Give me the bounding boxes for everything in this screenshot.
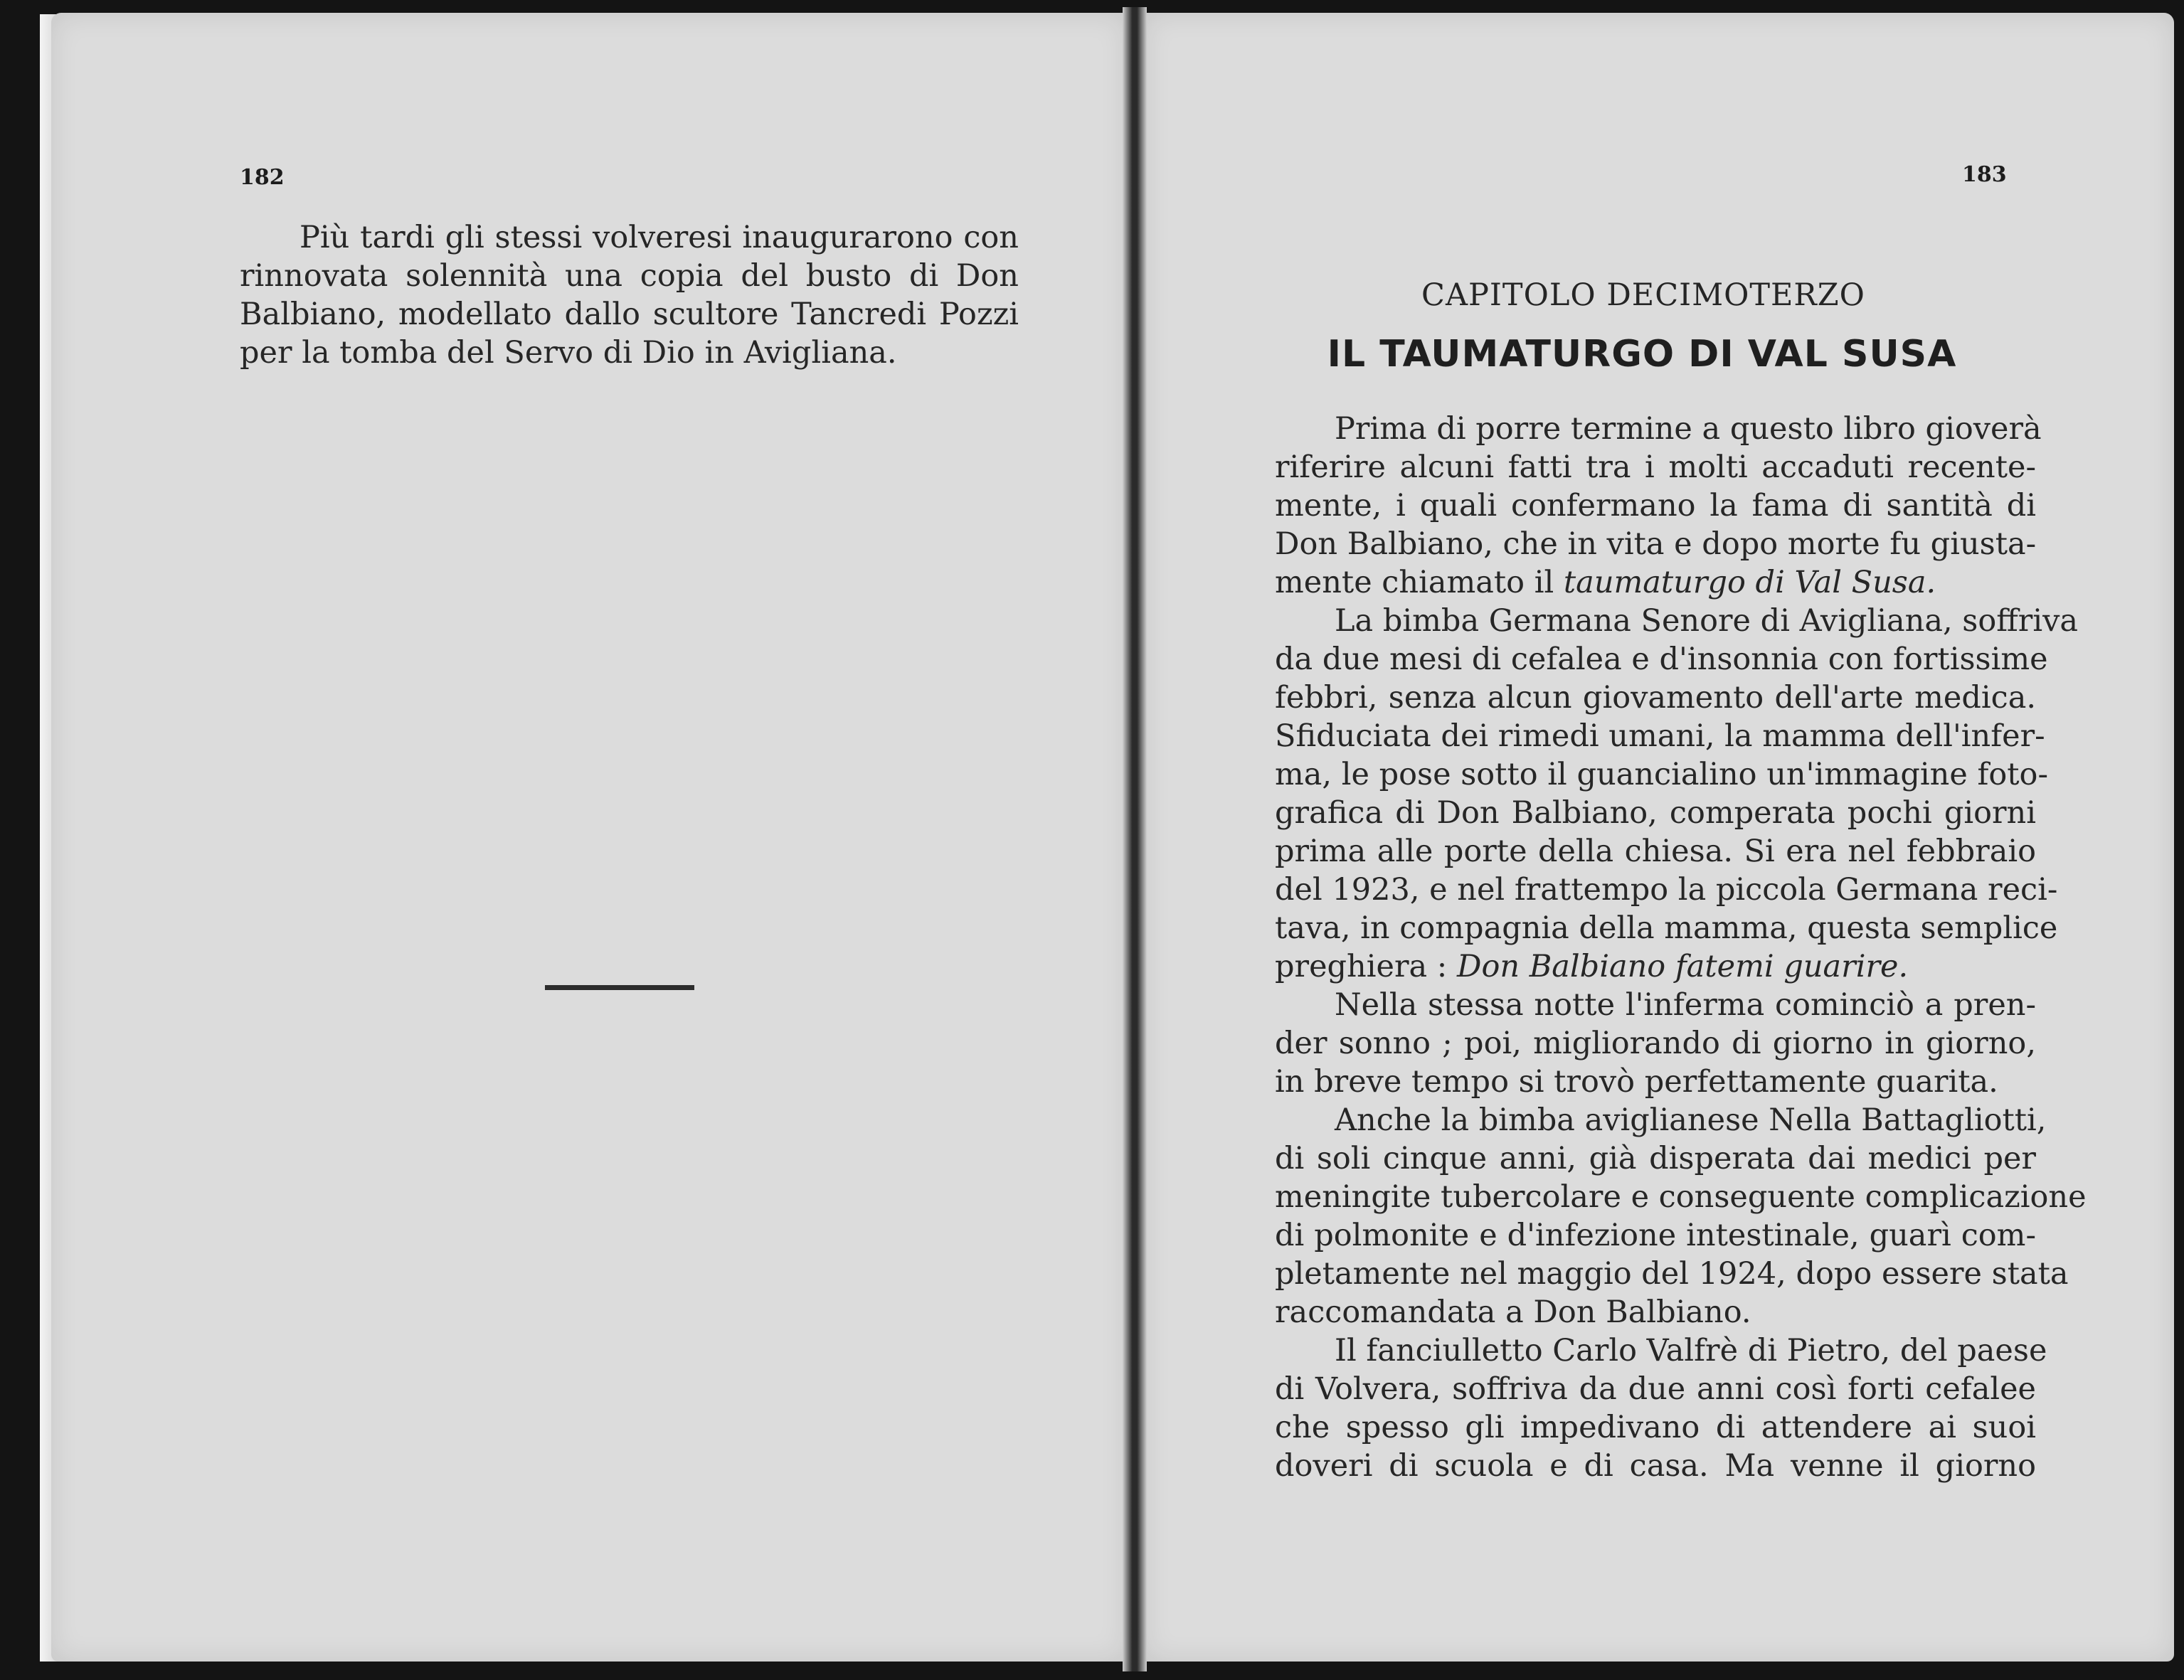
italic-phrase: Don Balbiano fatemi guarire. bbox=[1456, 949, 1909, 984]
text-line: febbri, senza alcun giovamento dell'arte medica. bbox=[1275, 680, 2036, 716]
text-line: tava, in compagnia della mamma, questa semplice bbox=[1275, 910, 2058, 946]
text-line: per la tomba del Servo di Dio in Avigliana. bbox=[240, 335, 897, 371]
chapter-label: CAPITOLO DECIMOTERZO bbox=[1421, 277, 1865, 313]
text-line: pletamente nel maggio del 1924, dopo essere stata bbox=[1275, 1256, 2069, 1292]
text-line bbox=[1275, 947, 2036, 986]
italic-phrase: taumaturgo di Val Susa. bbox=[1563, 565, 1936, 600]
text-line: grafica di Don Balbiano, comperata pochi giorni bbox=[1275, 795, 2036, 831]
text-line: Don Balbiano, che in vita e dopo morte fu giusta- bbox=[1275, 526, 2037, 562]
text-line: Nella stessa notte l'inferma cominciò a pren- bbox=[1335, 987, 2036, 1023]
text-line: riferire alcuni fatti tra i molti accaduti recente- bbox=[1275, 450, 2036, 485]
text-line: Anche la bimba aviglianese Nella Battagliotti, bbox=[1335, 1102, 2047, 1138]
text-line: di Volvera, soffriva da due anni così forti cefalee bbox=[1275, 1371, 2036, 1407]
text-line: del 1923, e nel frattempo la piccola Germana reci- bbox=[1275, 872, 2058, 908]
text-line: che spesso gli impedivano di attendere ai suoi bbox=[1275, 1410, 2036, 1445]
section-divider bbox=[545, 985, 694, 990]
text-line bbox=[1275, 563, 2036, 602]
text-line: Sfiduciata dei rimedi umani, la mamma dell'infer- bbox=[1275, 718, 2045, 754]
text-line: in breve tempo si trovò perfettamente guarita. bbox=[1275, 1064, 1998, 1100]
text-line: der sonno ; poi, migliorando di giorno in giorno, bbox=[1275, 1026, 2036, 1061]
text-line: raccomandata a Don Balbiano. bbox=[1275, 1294, 1751, 1330]
text-line: doveri di scuola e di casa. Ma venne il giorno bbox=[1275, 1448, 2036, 1484]
book-gutter bbox=[1123, 7, 1147, 1671]
text-line: Balbiano, modellato dallo scultore Tancredi Pozzi bbox=[240, 297, 1019, 332]
text-line: meningite tubercolare e conseguente complicazione bbox=[1275, 1179, 2087, 1215]
text-line: La bimba Germana Senore di Avigliana, soffriva bbox=[1335, 603, 2079, 639]
text-span: mente chiamato il bbox=[1275, 565, 1554, 600]
left-paragraph bbox=[240, 218, 1019, 372]
text-line: prima alle porte della chiesa. Si era nel febbraio bbox=[1275, 834, 2036, 869]
page-number-right: 183 bbox=[1962, 162, 2007, 187]
page-number-left: 182 bbox=[240, 165, 285, 190]
text-line: rinnovata solennità una copia del busto di Don bbox=[240, 258, 1019, 294]
text-line: di polmonite e d'infezione intestinale, guarì com- bbox=[1275, 1218, 2036, 1253]
text-line: mente, i quali confermano la fama di santità di bbox=[1275, 488, 2036, 523]
right-body-text bbox=[1275, 410, 2087, 1485]
text-span: preghiera : bbox=[1275, 949, 1448, 984]
text-line: ma, le pose sotto il guancialino un'immagine foto- bbox=[1275, 757, 2048, 792]
text-line: di soli cinque anni, già disperata dai medici per bbox=[1275, 1141, 2036, 1176]
text-line: da due mesi di cefalea e d'insonnia con fortissime bbox=[1275, 642, 2048, 677]
text-line: Il fanciulletto Carlo Valfrè di Pietro, del paese bbox=[1335, 1333, 2047, 1368]
chapter-title: IL TAUMATURGO DI VAL SUSA bbox=[1327, 333, 1957, 376]
text-line: Più tardi gli stessi volveresi inaugurarono con bbox=[299, 220, 1019, 255]
text-line: Prima di porre termine a questo libro gioverà bbox=[1335, 411, 2042, 447]
